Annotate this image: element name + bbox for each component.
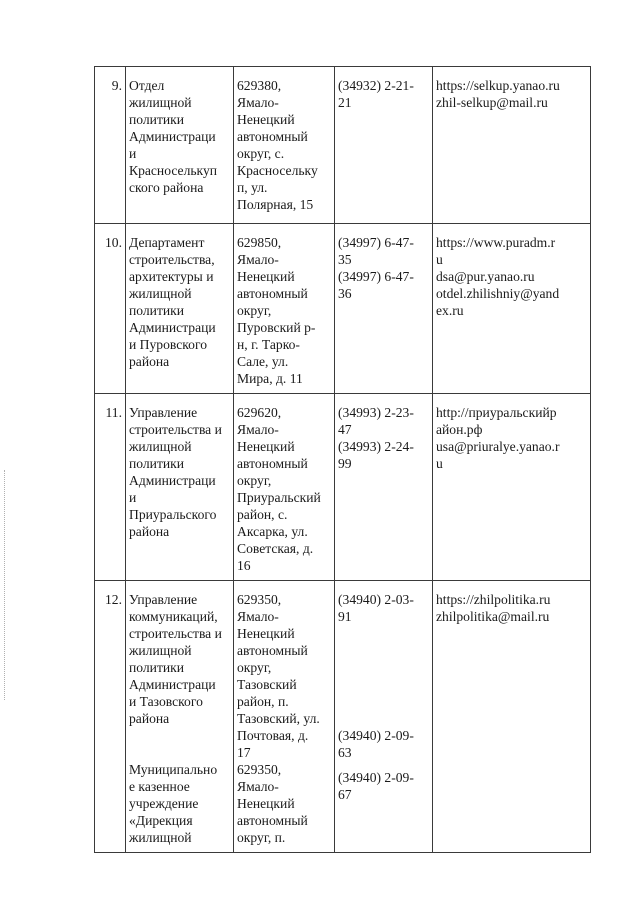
organization-cell: Управление коммуникаций, строительства и жилищной политики Администраци и Тазовского района Муниципально е казенное учреждение «Дирекция жилищной — [126, 581, 234, 853]
phone-cell: (34932) 2-21- 21 — [335, 67, 433, 224]
margin-dotted-line — [4, 470, 6, 700]
website-email-cell: https://zhilpolitika.ru zhilpolitika@mail.ru — [433, 581, 591, 853]
address-cell: 629620, Ямало- Ненецкий автономный округ, Приуральский район, с. Аксарка, ул. Советская, д. 16 — [234, 394, 335, 581]
website-email-cell: https://selkup.yanao.ru zhil-selkup@mail.ru — [433, 67, 591, 224]
website-email-cell: http://приуральскийр айон.рф usa@priuralye.yanao.r u — [433, 394, 591, 581]
address-cell: 629850, Ямало- Ненецкий автономный округ, Пуровский р- н, г. Тарко- Сале, ул. Мира, д. 11 — [234, 224, 335, 394]
table-row — [95, 224, 591, 394]
registry-table — [94, 66, 591, 853]
address-cell: 629350, Ямало- Ненецкий автономный округ, Тазовский район, п. Тазовский, ул. Почтовая, д. 17 629350, Ямало- Ненецкий автономный округ, п. — [234, 581, 335, 853]
row-number: 12. — [95, 581, 126, 853]
table-row — [95, 67, 591, 224]
phone-cell: (34993) 2-23- 47 (34993) 2-24- 99 — [335, 394, 433, 581]
organization-cell: Департамент строительства, архитектуры и жилищной политики Администраци и Пуровского района — [126, 224, 234, 394]
table-row — [95, 581, 591, 853]
organization-cell: Отдел жилищной политики Администраци и Красноселькуп ского района — [126, 67, 234, 224]
phone-cell: (34997) 6-47- 35 (34997) 6-47- 36 — [335, 224, 433, 394]
row-number: 11. — [95, 394, 126, 581]
organization-cell: Управление строительства и жилищной политики Администраци и Приуральского района — [126, 394, 234, 581]
website-email-cell: https://www.puradm.r u dsa@pur.yanao.ru otdel.zhilishniy@yand ex.ru — [433, 224, 591, 394]
address-cell: 629380, Ямало- Ненецкий автономный округ, с. Красносельку п, ул. Полярная, 15 — [234, 67, 335, 224]
phone-cell: (34940) 2-03- 91 (34940) 2-09- 63 (34940) 2-09- 67 — [335, 581, 433, 853]
table-row — [95, 394, 591, 581]
row-number: 9. — [95, 67, 126, 224]
row-number: 10. — [95, 224, 126, 394]
